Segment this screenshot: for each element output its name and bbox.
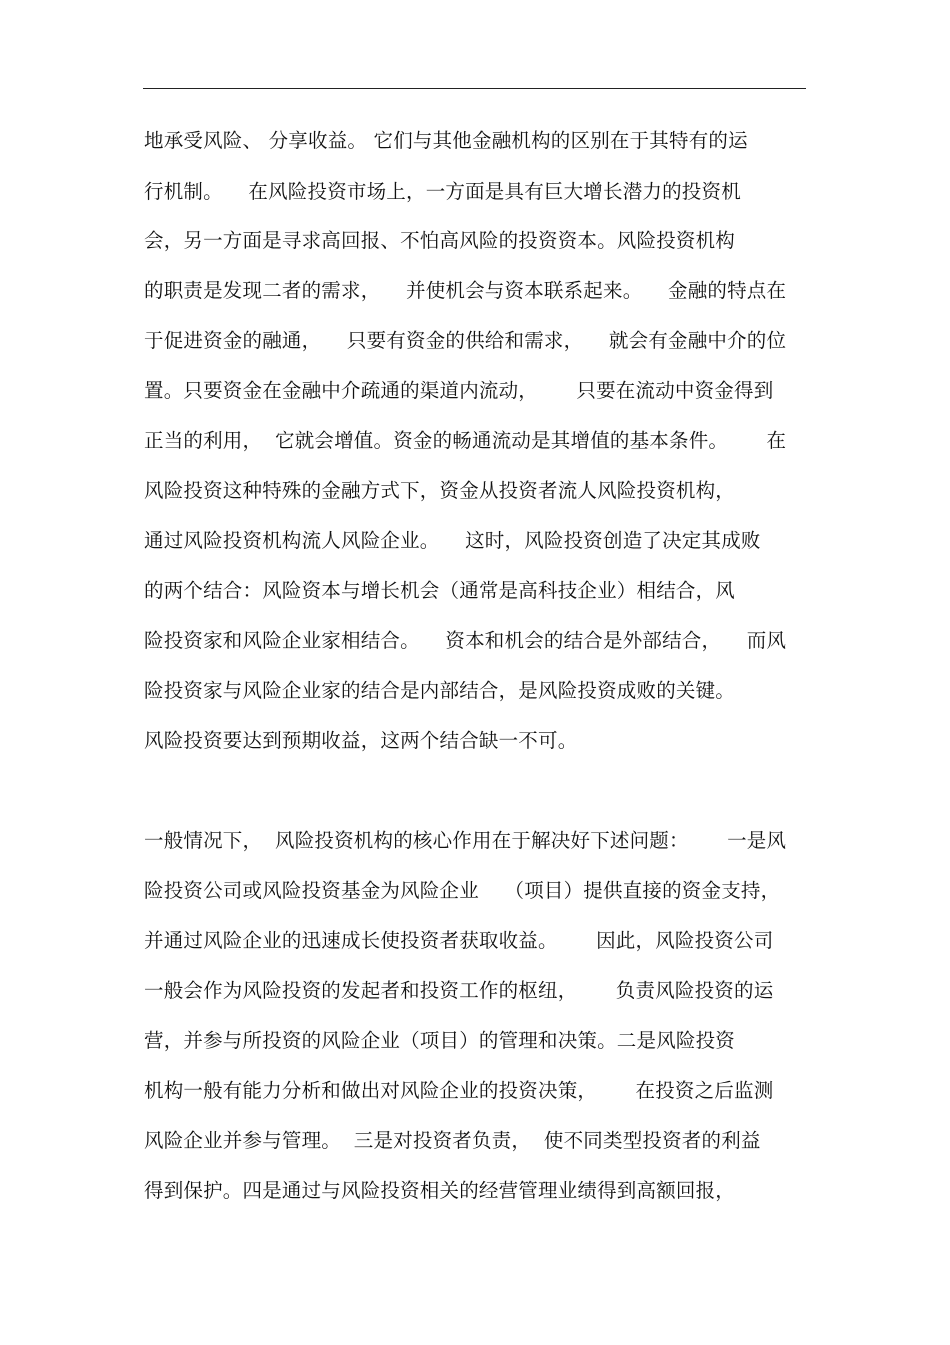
paragraph-1-line-2: 行机制。 在风险投资市场上，一方面是具有巨大增长潜力的投资机 <box>144 180 741 203</box>
paragraph-1-line-9: 通过风险投资机构流人风险企业。 这时，风险投资创造了决定其成败 <box>144 529 761 552</box>
paragraph-2-line-8: 得到保护。四是通过与风险投资相关的经营管理业绩得到高额回报， <box>144 1179 736 1202</box>
paragraph-1-line-5: 于促进资金的融通， 只要有资金的供给和需求， 就会有金融中介的位 <box>144 329 787 352</box>
paragraph-2-line-7: 风险企业并参与管理。 三是对投资者负责， 使不同类型投资者的利益 <box>144 1129 761 1152</box>
header-rule <box>143 88 806 89</box>
paragraph-1-line-13: 风险投资要达到预期收益，这两个结合缺一不可。 <box>144 729 578 752</box>
paragraph-1-line-4: 的职责是发现二者的需求， 并使机会与资本联系起来。 金融的特点在 <box>144 279 787 302</box>
paragraph-2-line-4: 一般会作为风险投资的发起者和投资工作的枢纽， 负责风险投资的运 <box>144 979 774 1002</box>
paragraph-1-line-1: 地承受风险、 分享收益。 它们与其他金融机构的区别在于其特有的运 <box>144 129 748 152</box>
paragraph-2-line-5: 营，并参与所投资的风险企业（项目）的管理和决策。二是风险投资 <box>144 1029 736 1052</box>
paragraph-2-line-1: 一般情况下， 风险投资机构的核心作用在于解决好下述问题： 一是风 <box>144 829 787 852</box>
paragraph-2-line-3: 并通过风险企业的迅速成长使投资者获取收益。 因此，风险投资公司 <box>144 929 774 952</box>
paragraph-1-line-8: 风险投资这种特殊的金融方式下，资金从投资者流人风险投资机构， <box>144 479 736 502</box>
paragraph-2-line-6: 机构一般有能力分析和做出对风险企业的投资决策， 在投资之后监测 <box>144 1079 774 1102</box>
paragraph-1-line-6: 置。只要资金在金融中介疏通的渠道内流动， 只要在流动中资金得到 <box>144 379 774 402</box>
paragraph-1-line-7: 正当的利用， 它就会增值。资金的畅通流动是其增值的基本条件。 在 <box>144 429 787 452</box>
paragraph-1-line-3: 会，另一方面是寻求高回报、不怕高风险的投资资本。风险投资机构 <box>144 229 736 252</box>
paragraph-2-line-2: 险投资公司或风险投资基金为风险企业 （项目）提供直接的资金支持， <box>144 879 781 902</box>
paragraph-1-line-12: 险投资家与风险企业家的结合是内部结合，是风险投资成败的关键。 <box>144 679 736 702</box>
paragraph-1-line-10: 的两个结合：风险资本与增长机会（通常是高科技企业）相结合，风 <box>144 579 736 602</box>
paragraph-1-line-11: 险投资家和风险企业家相结合。 资本和机会的结合是外部结合， 而风 <box>144 629 787 652</box>
